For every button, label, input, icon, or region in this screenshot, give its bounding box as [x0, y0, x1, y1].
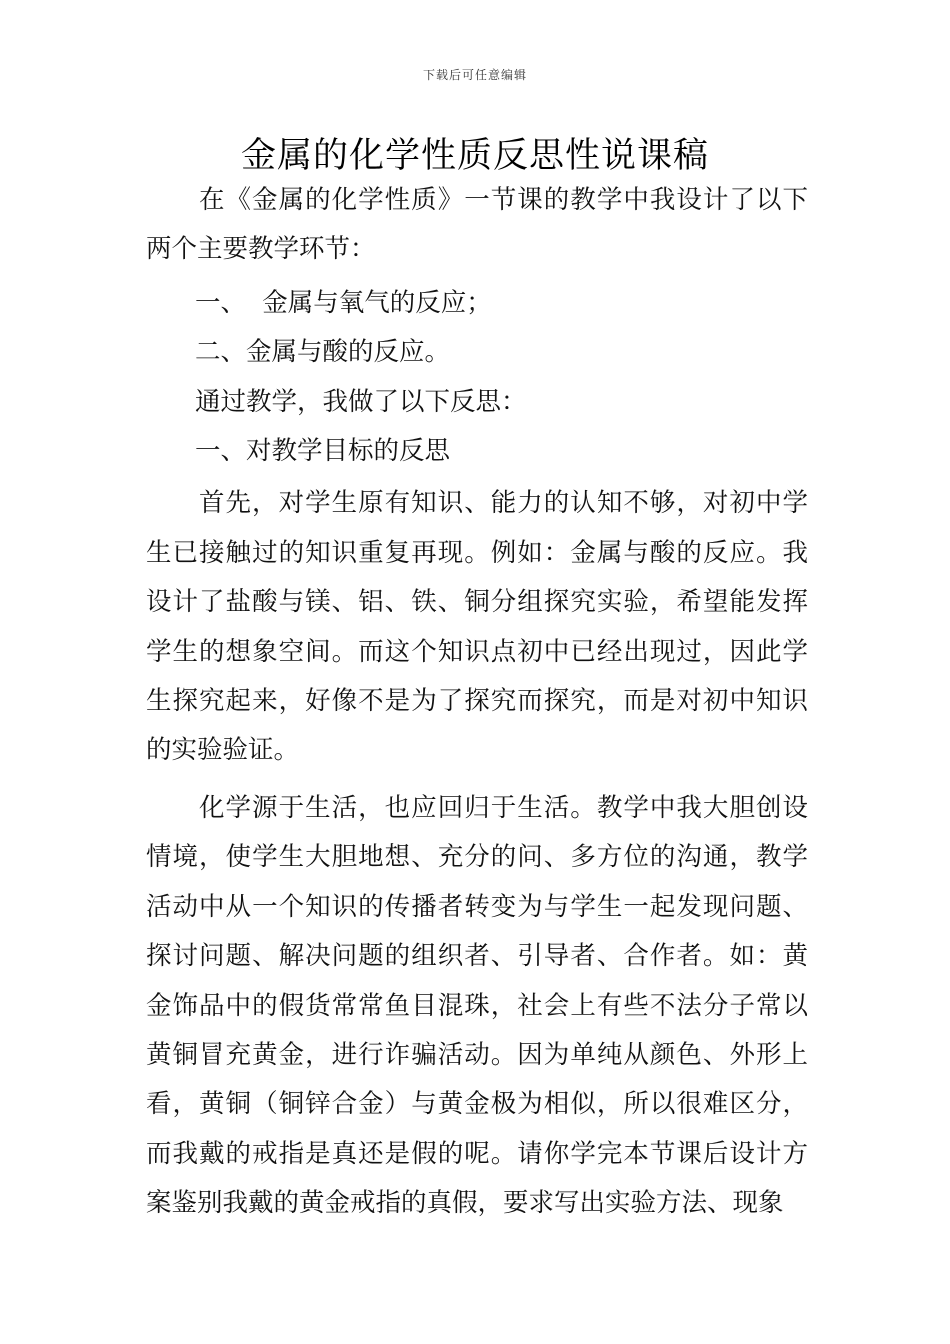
body-paragraph-2: 化学源于生活，也应回归于生活。教学中我大胆创设情境，使学生大胆地想、充分的问、多方位的沟通，教学活动中从一个知识的传播者转变为与学生一起发现问题、探讨问题、解决问题的组织者、引导者、合作者。如：黄金饰品中的假货常常鱼目混珠，社会上有些不法分子常以黄铜冒充黄金，进行诈骗活动。因为单纯从颜色、外形上看，黄铜（铜锌合金）与黄金极为相似，所以很难区分，而我戴的戒指是真还是假的呢。请你学完本节课后设计方案鉴别我戴的黄金戒指的真假，要求写出实验方法、现象 — [146, 792, 808, 1219]
list-item-1: 一、 金属与氧气的反应； — [195, 287, 492, 318]
header-note: 下载后可任意编辑 — [422, 68, 527, 82]
reflection-intro: 通过教学，我做了以下反思： — [195, 386, 527, 417]
section-heading-1: 一、对教学目标的反思 — [195, 436, 451, 467]
list-item-2: 二、金属与酸的反应。 — [195, 337, 451, 368]
intro-paragraph: 在《金属的化学性质》一节课的教学中我设计了以下两个主要教学环节： — [146, 185, 808, 265]
document-title: 金属的化学性质反思性说课稿 — [240, 136, 709, 176]
document-body — [146, 176, 808, 1229]
body-paragraph-1: 首先，对学生原有知识、能力的认知不够，对初中学生已接触过的知识重复再现。例如：金属与酸的反应。我设计了盐酸与镁、铝、铁、铜分组探究实验，希望能发挥学生的想象空间。而这个知识点初中已经出现过，因此学生探究起来，好像不是为了探究而探究，而是对初中知识的实验验证。 — [146, 488, 808, 766]
